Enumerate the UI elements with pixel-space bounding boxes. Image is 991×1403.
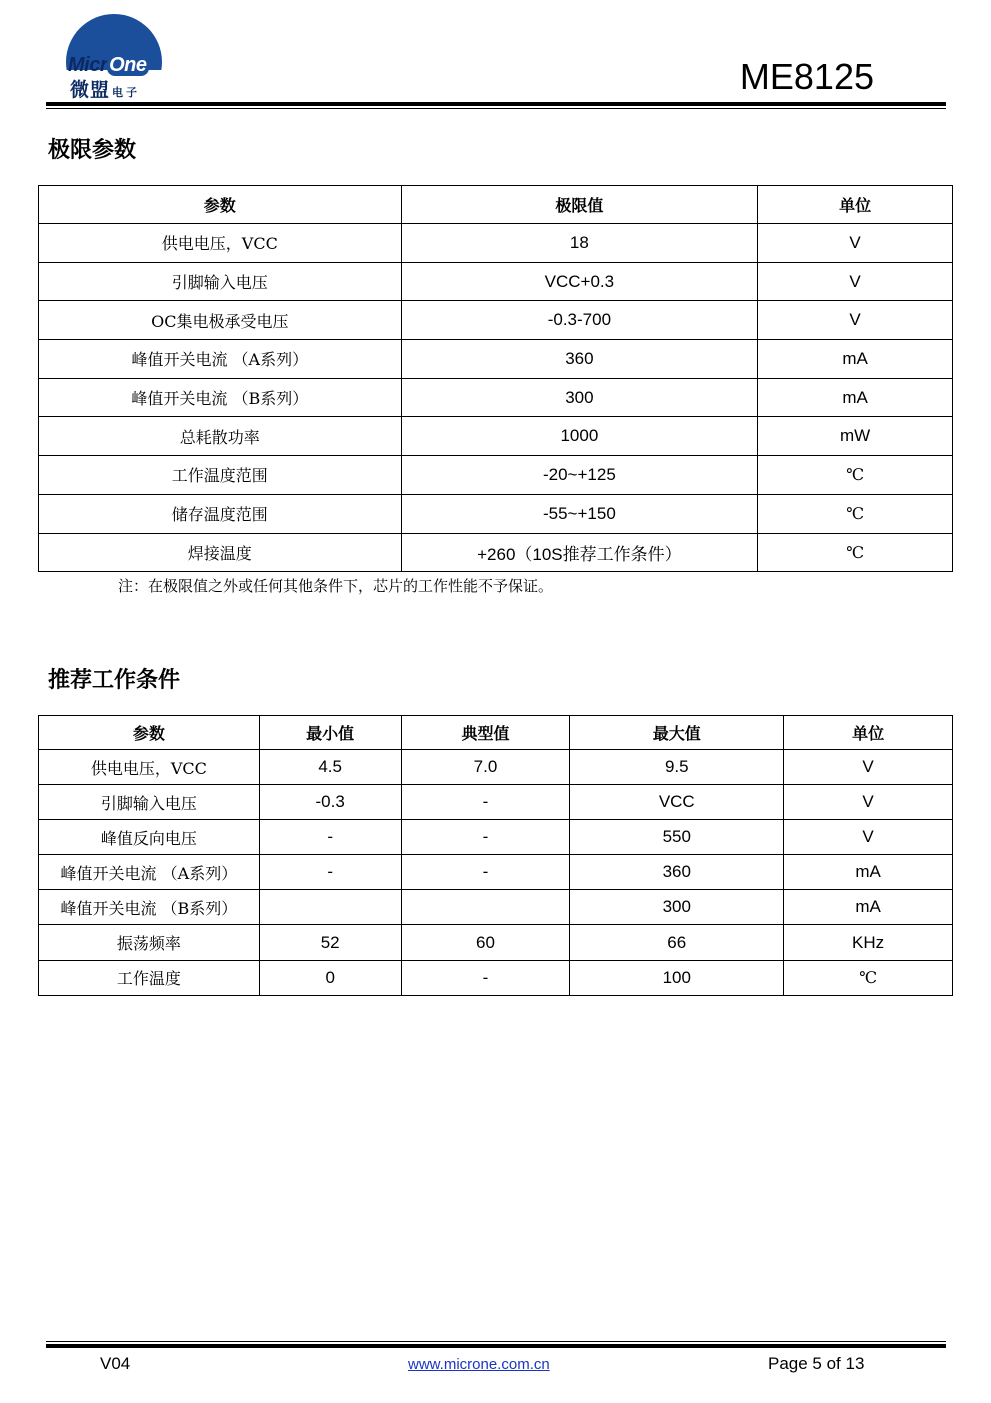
limits-header-row — [39, 186, 953, 224]
table-cell: 18 — [401, 224, 758, 263]
table-cell: OC集电极承受电压 — [39, 301, 402, 340]
rec-header-unit: 单位 — [784, 716, 953, 750]
table-cell: 引脚输入电压 — [39, 785, 260, 820]
recommended-header-row — [39, 716, 953, 750]
rec-header-typ: 典型值 — [401, 716, 570, 750]
table-row — [39, 456, 953, 495]
table-row — [39, 750, 953, 785]
table-cell: 100 — [570, 960, 784, 995]
table-cell: ℃ — [758, 494, 953, 533]
rec-header-param: 参数 — [39, 716, 260, 750]
header-rule-thick — [46, 102, 946, 106]
limits-header-unit: 单位 — [758, 186, 953, 224]
table-cell: 9.5 — [570, 750, 784, 785]
table-cell: 1000 — [401, 417, 758, 456]
footer-rule-thick — [46, 1344, 946, 1348]
table-row — [39, 820, 953, 855]
table-cell: 550 — [570, 820, 784, 855]
table-cell: -0.3 — [259, 785, 401, 820]
table-cell: ℃ — [784, 960, 953, 995]
table-row — [39, 301, 953, 340]
table-cell: 7.0 — [401, 750, 570, 785]
table-cell: 300 — [570, 890, 784, 925]
table-row — [39, 925, 953, 960]
table-row — [39, 855, 953, 890]
table-cell: ℃ — [758, 533, 953, 572]
table-cell: mA — [758, 378, 953, 417]
table-cell: - — [401, 785, 570, 820]
table-cell: -20~+125 — [401, 456, 758, 495]
table-cell: - — [259, 820, 401, 855]
table-cell: V — [784, 785, 953, 820]
header-rule-thin — [46, 108, 946, 109]
table-row — [39, 417, 953, 456]
table-row — [39, 533, 953, 572]
footer-rule-thin — [46, 1341, 946, 1342]
table-cell: 0 — [259, 960, 401, 995]
limits-header-param: 参数 — [39, 186, 402, 224]
table-cell: 峰值开关电流 （B系列） — [39, 378, 402, 417]
table-cell: 60 — [401, 925, 570, 960]
table-cell: VCC+0.3 — [401, 262, 758, 301]
table-row — [39, 340, 953, 379]
table-cell: V — [758, 301, 953, 340]
table-cell: 峰值开关电流 （A系列） — [39, 855, 260, 890]
recommended-section-title: 推荐工作条件 — [48, 668, 181, 693]
table-cell: 66 — [570, 925, 784, 960]
table-cell — [401, 890, 570, 925]
table-cell: - — [401, 855, 570, 890]
table-cell: -0.3-700 — [401, 301, 758, 340]
logo-text-cn: 微盟 电子 — [70, 79, 141, 101]
limits-table — [38, 185, 953, 572]
table-cell: +260（10S推荐工作条件） — [401, 533, 758, 572]
table-cell: 52 — [259, 925, 401, 960]
table-cell: ℃ — [758, 456, 953, 495]
table-cell: 储存温度范围 — [39, 494, 402, 533]
table-cell: - — [401, 960, 570, 995]
table-cell: 4.5 — [259, 750, 401, 785]
table-cell: V — [784, 750, 953, 785]
table-cell: 360 — [570, 855, 784, 890]
limits-note: 注：在极限值之外或任何其他条件下，芯片的工作性能不予保证。 — [118, 577, 554, 595]
table-cell: 360 — [401, 340, 758, 379]
table-cell: V — [784, 820, 953, 855]
table-cell: V — [758, 262, 953, 301]
table-cell: 300 — [401, 378, 758, 417]
table-row — [39, 262, 953, 301]
table-cell: 供电电压，VCC — [39, 224, 402, 263]
table-cell: V — [758, 224, 953, 263]
table-cell: 工作温度 — [39, 960, 260, 995]
footer-version: V04 — [100, 1354, 131, 1373]
table-cell: 峰值开关电流 （B系列） — [39, 890, 260, 925]
table-cell: 供电电压，VCC — [39, 750, 260, 785]
footer-page-number: Page 5 of 13 — [768, 1354, 865, 1373]
table-cell — [259, 890, 401, 925]
table-row — [39, 785, 953, 820]
table-cell: 总耗散功率 — [39, 417, 402, 456]
table-cell: mA — [784, 855, 953, 890]
table-cell: VCC — [570, 785, 784, 820]
table-row — [39, 224, 953, 263]
logo-text-en: Micr One — [68, 54, 147, 76]
footer-website-link[interactable]: www.microne.com.cn — [408, 1356, 550, 1373]
table-row — [39, 378, 953, 417]
table-cell: 引脚输入电压 — [39, 262, 402, 301]
recommended-table — [38, 715, 953, 996]
limits-section-title: 极限参数 — [48, 138, 137, 163]
rec-header-max: 最大值 — [570, 716, 784, 750]
table-row — [39, 890, 953, 925]
document-title: ME8125 — [739, 56, 874, 97]
table-cell: mW — [758, 417, 953, 456]
table-cell: 峰值反向电压 — [39, 820, 260, 855]
table-cell: mA — [784, 890, 953, 925]
table-cell: KHz — [784, 925, 953, 960]
table-cell: 工作温度范围 — [39, 456, 402, 495]
table-cell: 峰值开关电流 （A系列） — [39, 340, 402, 379]
table-cell: - — [401, 820, 570, 855]
table-cell: -55~+150 — [401, 494, 758, 533]
company-logo — [66, 14, 162, 101]
table-row — [39, 960, 953, 995]
table-cell: 焊接温度 — [39, 533, 402, 572]
limits-header-value: 极限值 — [401, 186, 758, 224]
table-cell: 振荡频率 — [39, 925, 260, 960]
rec-header-min: 最小值 — [259, 716, 401, 750]
table-cell: - — [259, 855, 401, 890]
table-cell: mA — [758, 340, 953, 379]
table-row — [39, 494, 953, 533]
